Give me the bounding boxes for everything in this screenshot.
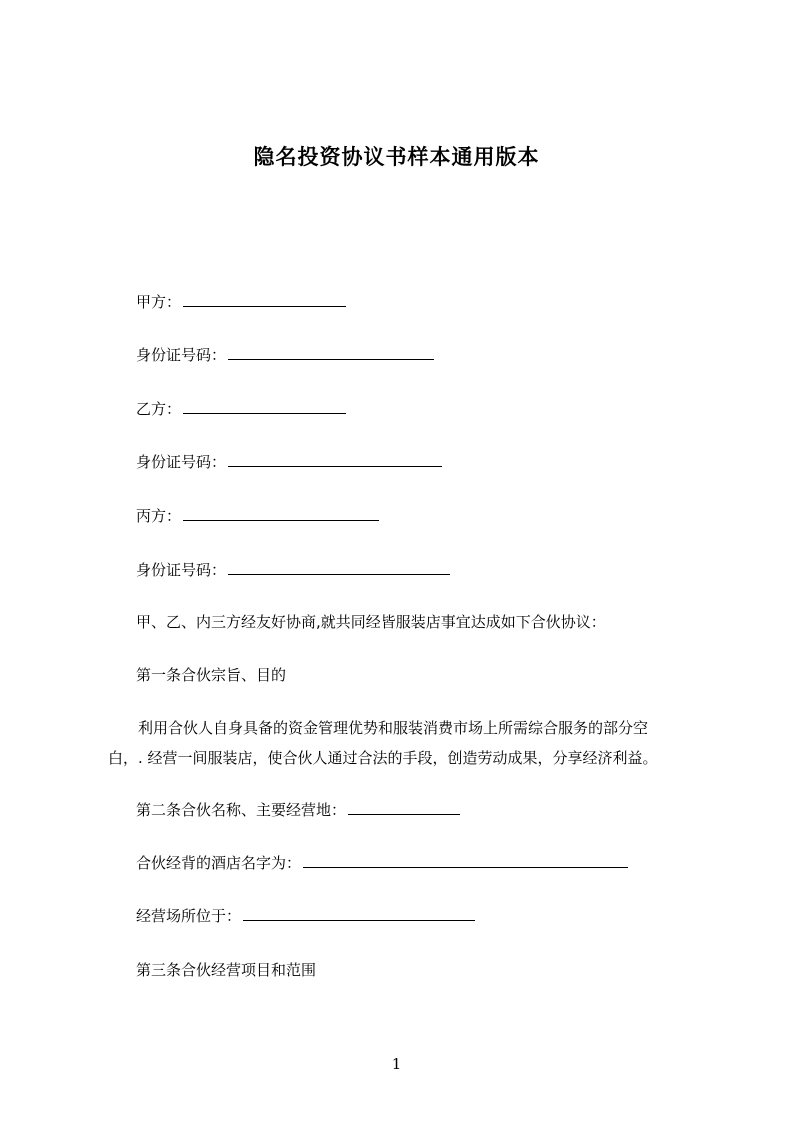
party-b-line <box>136 399 346 419</box>
party-c-label: 丙方： <box>136 507 182 525</box>
party-a-id-label: 身份证号码： <box>136 346 227 364</box>
party-b-id-blank[interactable] <box>228 452 442 467</box>
party-c-blank[interactable] <box>183 506 379 521</box>
article-1-line-2: 白，. 经营一间服装店，使合伙人通过合法的手段，创造劳动成果，分享经济利益。 <box>108 749 658 767</box>
party-a-label: 甲方： <box>136 293 182 311</box>
party-c-id-line <box>136 560 450 580</box>
party-a-line <box>136 292 346 312</box>
business-location-label: 经营场所位于： <box>136 907 242 925</box>
party-b-label: 乙方： <box>136 400 182 418</box>
party-b-blank[interactable] <box>183 399 346 414</box>
party-c-id-label: 身份证号码： <box>136 561 227 579</box>
article-1-line-1: 利用合伙人自身具备的资金管理优势和服装消费市场上所需综合服务的部分空 <box>138 719 649 737</box>
article-2-heading-line <box>136 800 460 820</box>
party-b-id-label: 身份证号码： <box>136 453 227 471</box>
business-location-blank[interactable] <box>243 906 475 921</box>
party-a-id-blank[interactable] <box>228 345 434 360</box>
intro-text: 甲、乙、内三方经友好协商,就共同经皆服装店事宜达成如下合伙协议： <box>136 613 606 631</box>
article-2-heading: 第二条合伙名称、主要经营地： <box>136 801 347 819</box>
document-title: 隐名投资协议书样本通用版本 <box>253 145 540 169</box>
party-c-line <box>136 506 379 526</box>
partnership-name-blank[interactable] <box>303 853 628 868</box>
article-1-heading: 第一条合伙宗旨、目的 <box>136 666 287 684</box>
party-c-id-blank[interactable] <box>228 560 450 575</box>
party-a-blank[interactable] <box>183 292 346 307</box>
article-1-body <box>108 713 698 773</box>
party-a-id-line <box>136 345 434 365</box>
page-number: 1 <box>391 1055 402 1073</box>
article-2-blank[interactable] <box>348 800 460 815</box>
business-location-line <box>136 906 475 926</box>
partnership-name-label: 合伙经背的酒店名字为： <box>136 854 302 872</box>
party-b-id-line <box>136 452 442 472</box>
partnership-name-line <box>136 853 628 873</box>
article-3-heading: 第三条合伙经营项目和范围 <box>136 961 317 979</box>
